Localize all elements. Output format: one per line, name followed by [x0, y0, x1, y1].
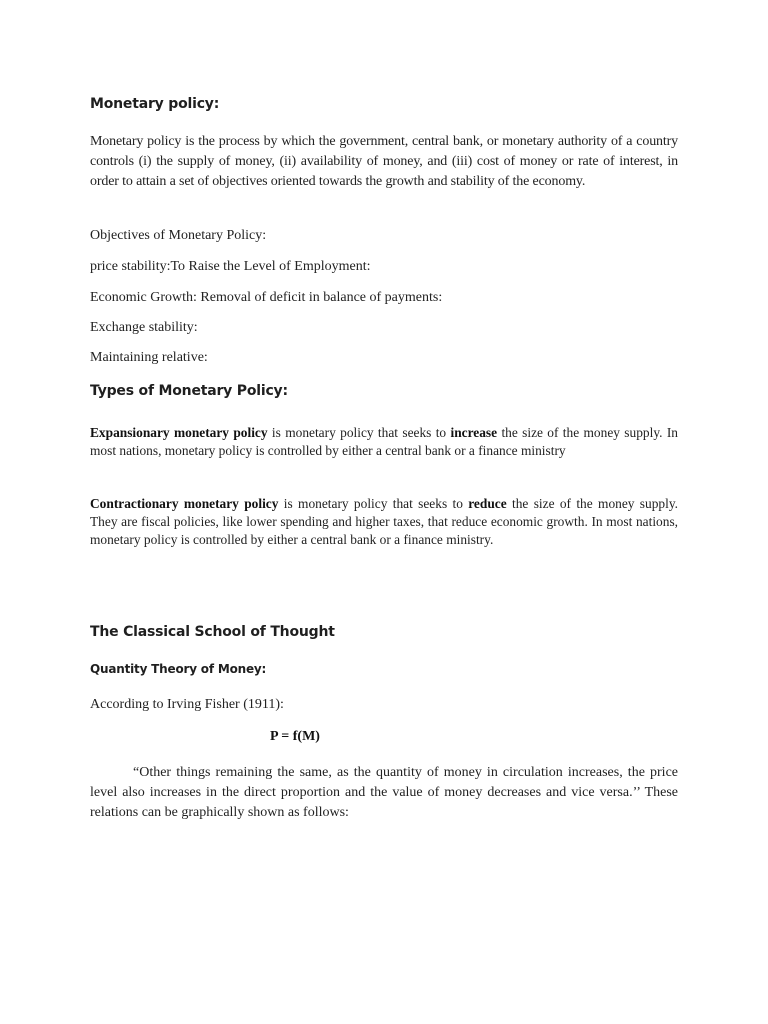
intro-paragraph: Monetary policy is the process by which the government, central bank, or monetary authority of a country controls (i) the supply of money, (ii) availability of money, and (iii) cost of money or rate of interest, in order to attain a set of objectives oriented towards the growth and stability of the economy. — [90, 134, 678, 189]
objective-line-3: Exchange stability: — [90, 320, 198, 335]
expansionary-text-after: the size of the money supply. In most nations, monetary policy is controlled by either a central bank or a finance ministry — [90, 425, 679, 458]
contractionary-text-after: the size of the money supply. They are fiscal policies, like lower spending and higher taxes, that reduce economic growth. In most nations, monetary policy is controlled by either a central bank or a finance ministry. — [90, 496, 678, 547]
objective-line-1: price stability:To Raise the Level of Employment: — [90, 259, 371, 274]
heading-types: Types of Monetary Policy: — [90, 383, 288, 399]
objectives-heading: Objectives of Monetary Policy: — [90, 228, 267, 243]
contractionary-term: Contractionary monetary policy — [90, 496, 279, 511]
expansionary-text-before: is monetary policy that seeks to — [267, 425, 451, 440]
objective-line-4: Maintaining relative: — [90, 350, 208, 365]
quote-paragraph: “Other things remaining the same, as the quantity of money in circulation increases, the price level also increases in the direct proportion and the value of money decreases and vice versa.’’ These relations can be graphically shown as follows: — [90, 765, 678, 820]
heading-quantity-theory: Quantity Theory of Money: — [90, 662, 267, 676]
fisher-line: According to Irving Fisher (1911): — [90, 697, 284, 712]
contractionary-text-before: is monetary policy that seeks to — [278, 496, 469, 511]
formula: P = f(M) — [270, 729, 320, 744]
expansionary-keyword: increase — [450, 425, 498, 440]
expansionary-paragraph — [90, 424, 678, 460]
contractionary-paragraph — [90, 495, 678, 549]
contractionary-keyword: reduce — [468, 496, 507, 511]
heading-classical: The Classical School of Thought — [90, 624, 335, 640]
heading-monetary-policy: Monetary policy: — [90, 96, 220, 112]
expansionary-term: Expansionary monetary policy — [90, 425, 268, 440]
objective-line-2: Economic Growth: Removal of deficit in balance of payments: — [90, 290, 443, 305]
